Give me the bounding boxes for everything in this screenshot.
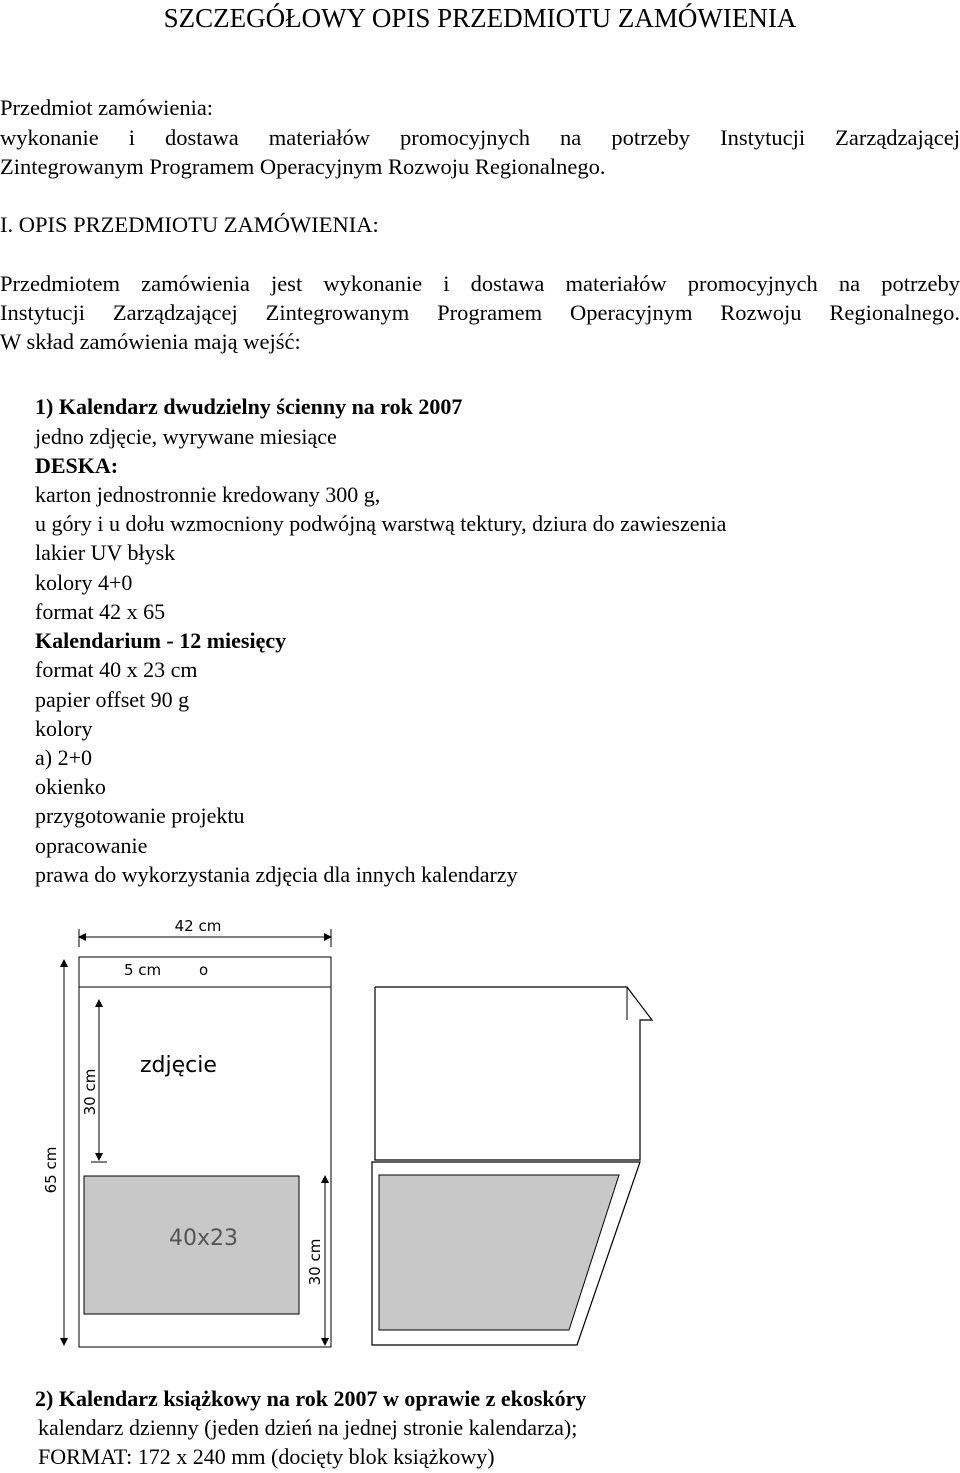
hanging-hole-icon: o <box>199 961 209 979</box>
item-1-line: a) 2+0 <box>35 745 92 770</box>
calendarium-label: 40x23 <box>169 1226 239 1251</box>
photo-area-label: zdjęcie <box>140 1053 217 1078</box>
section-1-line-1: Przedmiotem zamówienia jest wykonanie i dostawa materiałów promocyjnych na potrzeby <box>0 271 960 296</box>
item-1-line: format 40 x 23 cm <box>35 657 198 682</box>
item-1-line: przygotowanie projektu <box>35 803 245 828</box>
document-title: SZCZEGÓŁOWY OPIS PRZEDMIOTU ZAMÓWIENIA <box>163 3 797 33</box>
item-1-title: 1) Kalendarz dwudzielny ścienny na rok 2007 <box>35 394 463 419</box>
item-1-line: Kalendarium - 12 miesięcy <box>35 628 287 653</box>
calendar-height-label: 30 cm <box>306 1238 324 1286</box>
item-2-line-1: kalendarz dzienny (jeden dzień na jednej stronie kalendarza); <box>38 1415 578 1440</box>
item-2-line-2: FORMAT: 172 x 240 mm (docięty blok książkowy) <box>38 1444 495 1469</box>
item-1-line: karton jednostronnie kredowany 300 g, <box>35 482 381 507</box>
item-1-line: papier offset 90 g <box>35 687 190 712</box>
item-1-line: okienko <box>35 774 106 799</box>
section-1-heading: I. OPIS PRZEDMIOTU ZAMÓWIENIA: <box>0 212 379 237</box>
item-1-line: prawa do wykorzystania zdjęcia dla innych kalendarzy <box>35 862 518 887</box>
item-1-line: u góry i u dołu wzmocniony podwójną warstwą tektury, dziura do zawieszenia <box>35 511 727 536</box>
width-label: 42 cm <box>174 917 222 935</box>
item-1-line: format 42 x 65 <box>35 599 166 624</box>
item-1-line: jedno zdjęcie, wyrywane miesiące <box>35 424 337 449</box>
item-1-line: DESKA: <box>35 453 119 478</box>
item-1-line: kolory 4+0 <box>35 570 133 595</box>
item-1-line: opracowanie <box>35 833 148 858</box>
section-1-line-3: W skład zamówienia mają wejść: <box>0 329 301 354</box>
item-1-line: lakier UV błysk <box>35 540 176 565</box>
perspective-board-top <box>375 987 652 1160</box>
total-height-label: 65 cm <box>42 1146 60 1194</box>
item-2-title: 2) Kalendarz książkowy na rok 2007 w oprawie z ekoskóry <box>35 1386 587 1411</box>
subject-line-1: wykonanie i dostawa materiałów promocyjnych na potrzeby Instytucji Zarządzającej <box>0 125 960 150</box>
top-strip-label: 5 cm <box>124 961 162 979</box>
section-1-line-2: Instytucji Zarządzającej Zintegrowanym Programem Operacyjnym Rozwoju Regionalnego. <box>0 300 960 325</box>
subject-label: Przedmiot zamówienia: <box>0 95 214 120</box>
item-1-line: kolory <box>35 716 93 741</box>
photo-height-label: 30 cm <box>81 1068 99 1116</box>
subject-line-2: Zintegrowanym Programem Operacyjnym Rozwoju Regionalnego. <box>0 154 606 179</box>
